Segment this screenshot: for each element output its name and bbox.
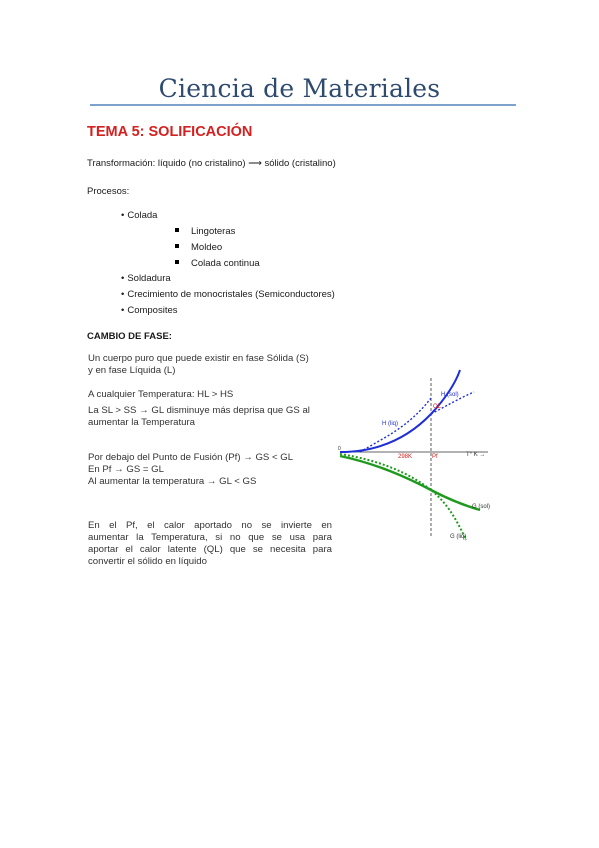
list-item-label: Crecimiento de monocristales (Semiconductores) <box>127 289 335 300</box>
list-item-label: Colada <box>127 210 158 221</box>
bullet-square <box>175 260 179 264</box>
phase-diagram <box>338 368 498 548</box>
label-h-sol: H (sol) <box>441 392 459 398</box>
sub-list-item-label: Lingoteras <box>191 226 236 237</box>
sub-list-item-label: Moldeo <box>191 242 223 253</box>
list-item <box>121 289 335 300</box>
list-item-colada <box>121 210 157 221</box>
label-h-liq: H (liq) <box>382 421 398 427</box>
text-line: Un cuerpo puro que puede existir en fase Sólida (S) <box>88 353 309 364</box>
text-line: En el Pf, el calor aportado no se invierte en <box>88 520 332 531</box>
text-line: Por debajo del Punto de Fusión (Pf) → GS < GL <box>88 452 294 463</box>
g-sol-curve <box>340 456 480 510</box>
sub-list-item <box>175 242 222 253</box>
h-sol-curve <box>340 370 460 452</box>
label-g-liq: G (liq) <box>450 534 467 540</box>
paragraph-entropy <box>88 405 332 429</box>
bullet-square <box>175 244 179 248</box>
paragraph-latent-heat <box>88 520 332 568</box>
text-line: aportar el calor latente (QL) que se necesita para <box>88 544 332 555</box>
bullet-dot: • <box>121 289 125 300</box>
transformation-text: Transformación: líquido (no cristalino) ⟶ sólido (cristalino) <box>87 158 336 169</box>
label-pf: Pf <box>432 454 438 460</box>
bullet-dot: • <box>121 305 125 316</box>
sub-list-item-label: Colada continua <box>191 258 260 269</box>
label-ql: QL <box>433 404 442 410</box>
title-rule <box>90 104 516 106</box>
label-origin: 0 <box>338 446 341 452</box>
bullet-dot: • <box>121 210 125 221</box>
text-line: y en fase Líquida (L) <box>88 365 176 376</box>
processes-label: Procesos: <box>87 186 130 197</box>
list-item <box>121 273 171 284</box>
paragraph-melting-point <box>88 452 332 488</box>
bullet-square <box>175 228 179 232</box>
text-line: A cualquier Temperatura: <box>88 389 198 400</box>
paragraph-enthalpy <box>88 389 332 401</box>
text-line: Al aumentar la temperatura → GL < GS <box>88 476 257 487</box>
bullet-dot: • <box>121 273 125 284</box>
page-title: Ciencia de Materiales <box>158 74 441 103</box>
sub-list-item <box>175 258 260 269</box>
list-item-label: Composites <box>127 305 178 316</box>
list-item-label: Soldadura <box>127 273 171 284</box>
formula-text: HL > HS <box>197 389 234 400</box>
text-line: La SL > SS → GL disminuye más deprisa que GS al <box>88 405 310 416</box>
text-line: En Pf → GS = GL <box>88 464 164 475</box>
text-line: aumentar la Temperatura, si no que se usa para <box>88 532 332 543</box>
label-g-sol: G (sol) <box>472 504 490 510</box>
phase-change-heading: CAMBIO DE FASE: <box>87 331 172 342</box>
label-298k: 298K <box>398 454 413 460</box>
section-title: TEMA 5: SOLIFICACIÓN <box>87 124 253 140</box>
paragraph-pure-body <box>88 353 332 377</box>
text-line: convertir el sólido en líquido <box>88 556 207 567</box>
label-t-axis: T° K → <box>466 452 486 458</box>
sub-list-item <box>175 226 235 237</box>
list-item <box>121 305 178 316</box>
text-line: aumentar la Temperatura <box>88 417 196 428</box>
